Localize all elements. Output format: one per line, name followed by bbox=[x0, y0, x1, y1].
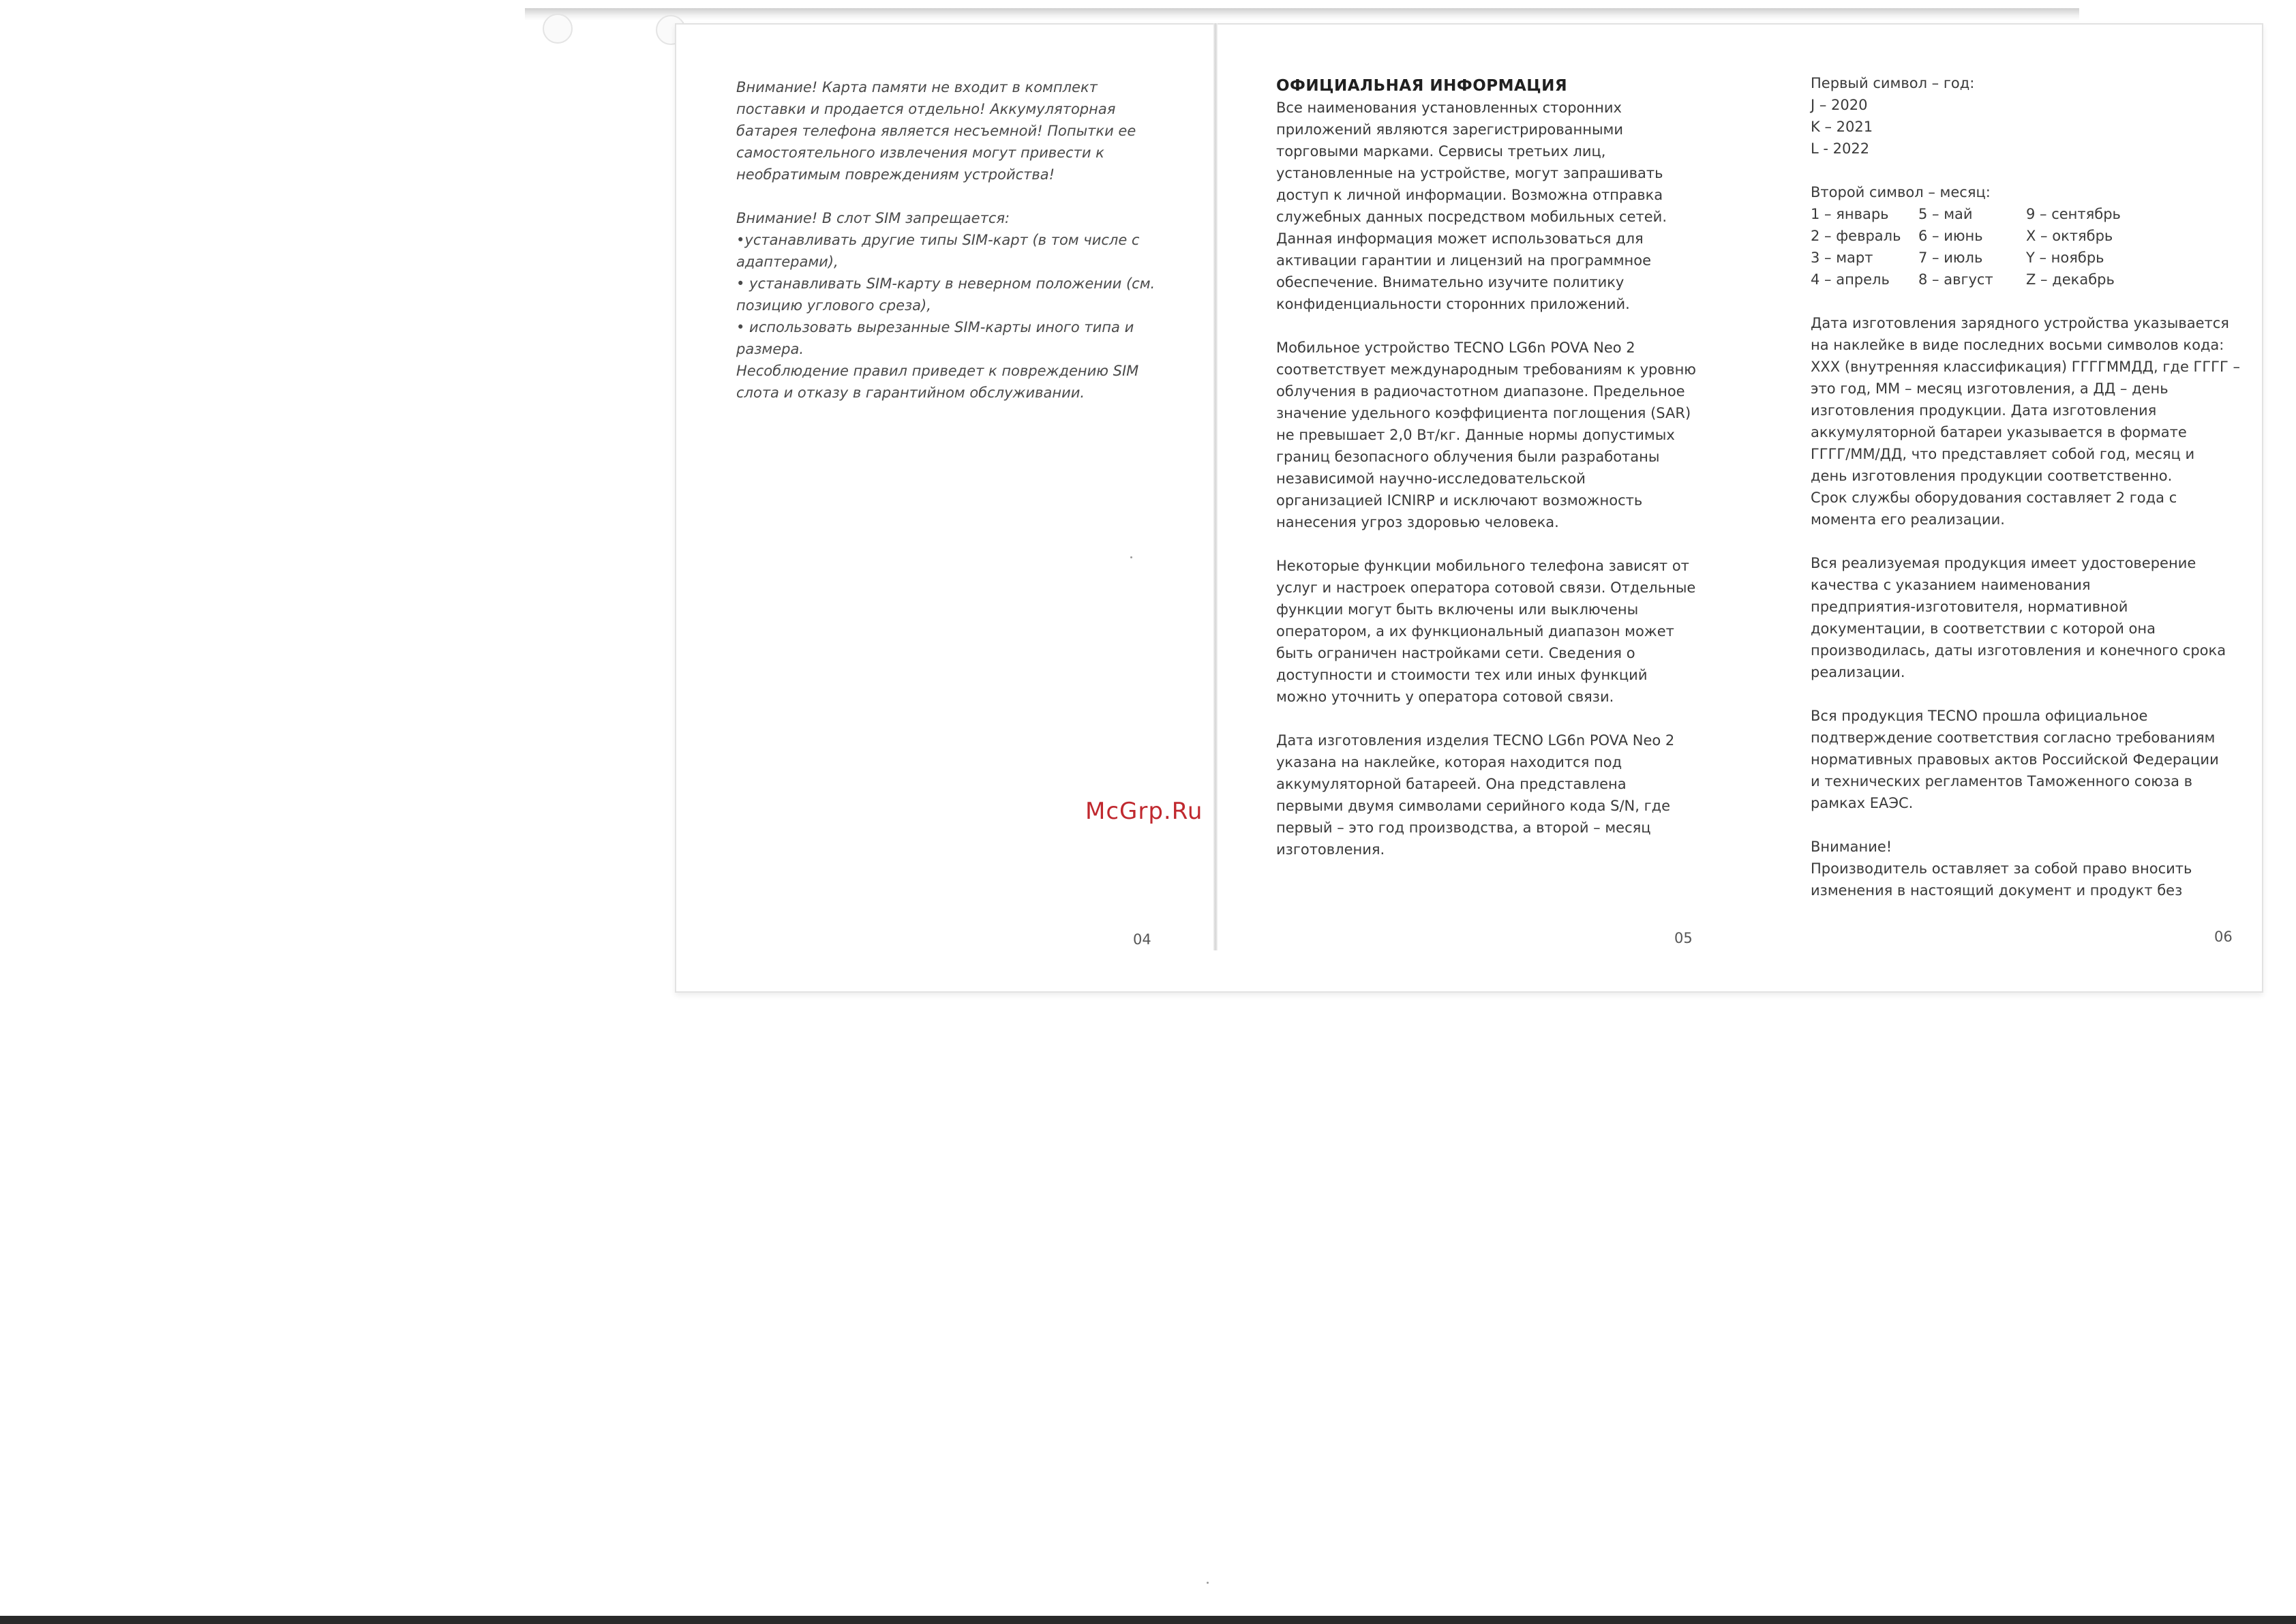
text-line: документации, в соответствии с которой она bbox=[1811, 620, 2156, 637]
scan-bottom-edge bbox=[0, 1616, 2296, 1624]
warning-line: батарея телефона является несъемной! Попытки ее bbox=[736, 123, 1136, 139]
text-line: предприятия-изготовителя, нормативной bbox=[1811, 599, 2128, 615]
text-line: нанесения угроз здоровью человека. bbox=[1276, 514, 1559, 530]
month-code-table bbox=[1811, 203, 2247, 290]
year-title: Первый символ – год: bbox=[1811, 75, 1975, 91]
text-line: это год, ММ – месяц изготовления, а ДД – день bbox=[1811, 380, 2169, 397]
month-code: Y – ноябрь bbox=[2026, 250, 2104, 266]
text-line: функции могут быть включены или выключены bbox=[1276, 601, 1639, 618]
punch-hole bbox=[543, 14, 573, 44]
text-line: качества с указанием наименования bbox=[1811, 577, 2091, 593]
text-line: нормативных правовых актов Российской Федерации bbox=[1811, 751, 2219, 768]
sim-warning-line: размера. bbox=[736, 341, 804, 357]
text-line: аккумуляторной батареей. Она представлена bbox=[1276, 776, 1627, 792]
text-line: рамках ЕАЭС. bbox=[1811, 795, 1914, 811]
month-code: 6 – июнь bbox=[1918, 228, 1983, 244]
text-line: реализации. bbox=[1811, 664, 1905, 680]
text-line: указана на наклейке, которая находится под bbox=[1276, 754, 1622, 770]
text-line: Дата изготовления зарядного устройства указывается bbox=[1811, 315, 2229, 331]
sim-warning-line: Внимание! В слот SIM запрещается: bbox=[736, 210, 1010, 226]
month-code: 3 – март bbox=[1811, 250, 1873, 266]
text-line: обеспечение. Внимательно изучите политику bbox=[1276, 274, 1625, 290]
text-line: быть ограничен настройками сети. Сведения о bbox=[1276, 645, 1635, 661]
text-line: и технических регламентов Таможенного союза в bbox=[1811, 773, 2193, 790]
text-line: облучения в радиочастотном диапазоне. Предельное bbox=[1276, 383, 1685, 400]
text-line: соответствует международным требованиям к уровню bbox=[1276, 361, 1696, 378]
text-line: конфиденциальности сторонних приложений. bbox=[1276, 296, 1630, 312]
text-line: независимой научно-исследовательской bbox=[1276, 470, 1586, 487]
month-code: 9 – сентябрь bbox=[2026, 206, 2121, 222]
page-title: ОФИЦИАЛЬНАЯ ИНФОРМАЦИЯ bbox=[1276, 77, 1568, 95]
text-line: установленные на устройстве, могут запрашивать bbox=[1276, 165, 1663, 181]
text-line: Вся продукция TECNO прошла официальное bbox=[1811, 708, 2148, 724]
scan-shadow bbox=[525, 8, 2079, 20]
text-line: Данная информация может использоваться для bbox=[1276, 230, 1644, 247]
text-line: Производитель оставляет за собой право вносить bbox=[1811, 860, 2192, 877]
month-code: Z – декабрь bbox=[2026, 271, 2115, 288]
sim-warning-line: Несоблюдение правил приведет к повреждению SIM bbox=[736, 363, 1139, 379]
text-line: изготовления. bbox=[1276, 841, 1385, 858]
text-line: границ безопасного облучения были разработаны bbox=[1276, 449, 1660, 465]
warning-line: самостоятельного извлечения могут привести к bbox=[736, 145, 1104, 161]
text-line: Все наименования установленных сторонних bbox=[1276, 100, 1622, 116]
warning-line: Внимание! Карта памяти не входит в комплект bbox=[736, 79, 1098, 95]
text-line: Вся реализуемая продукция имеет удостоверение bbox=[1811, 555, 2196, 571]
year-code: J – 2020 bbox=[1811, 97, 1868, 113]
page-fold bbox=[1213, 23, 1218, 950]
watermark: McGrp.Ru bbox=[1085, 798, 1203, 825]
text-line: организацией ICNIRP и исключают возможность bbox=[1276, 492, 1643, 509]
page-number-06: 06 bbox=[2214, 929, 2233, 945]
month-code: 8 – август bbox=[1918, 271, 1993, 288]
scan-speck bbox=[1130, 556, 1132, 558]
month-code: 5 – май bbox=[1918, 206, 1973, 222]
sim-warning-line: слота и отказу в гарантийном обслуживании. bbox=[736, 385, 1085, 401]
month-code: 4 – апрель bbox=[1811, 271, 1890, 288]
sim-warning-line: позицию углового среза), bbox=[736, 297, 931, 314]
page-number-04: 04 bbox=[1133, 931, 1151, 948]
text-line: значение удельного коэффициента поглощения (SAR) bbox=[1276, 405, 1691, 421]
text-line: Внимание! bbox=[1811, 839, 1892, 855]
text-line: первыми двумя символами серийного кода S/N, где bbox=[1276, 798, 1671, 814]
text-line: Срок службы оборудования составляет 2 года с bbox=[1811, 490, 2177, 506]
sim-warning-line: • устанавливать SIM-карту в неверном положении (см. bbox=[736, 275, 1155, 292]
text-line: производилась, даты изготовления и конечного срока bbox=[1811, 642, 2226, 659]
text-line: на наклейке в виде последних восьми символов кода: bbox=[1811, 337, 2224, 353]
text-line: момента его реализации. bbox=[1811, 511, 2005, 528]
text-line: подтверждение соответствия согласно требованиям bbox=[1811, 730, 2216, 746]
sim-warning-line: • использовать вырезанные SIM-карты иного типа и bbox=[736, 319, 1134, 335]
month-code: X – октябрь bbox=[2026, 228, 2113, 244]
page-number-05: 05 bbox=[1674, 930, 1693, 946]
text-line: приложений являются зарегистрированными bbox=[1276, 121, 1624, 138]
text-line: изготовления продукции. Дата изготовления bbox=[1811, 402, 2157, 419]
text-line: торговыми марками. Сервисы третьих лиц, bbox=[1276, 143, 1606, 160]
year-code: K – 2021 bbox=[1811, 119, 1873, 135]
text-line: доступности и стоимости тех или иных функций bbox=[1276, 667, 1648, 683]
text-line: активации гарантии и лицензий на программное bbox=[1276, 252, 1652, 269]
text-line: первый – это год производства, а второй – месяц bbox=[1276, 819, 1651, 836]
text-line: XXX (внутренняя классификация) ГГГГММДД, где ГГГГ – bbox=[1811, 359, 2240, 375]
sim-warning-line: •устанавливать другие типы SIM-карт (в том числе с bbox=[736, 232, 1140, 248]
month-code: 2 – февраль bbox=[1811, 228, 1901, 244]
month-code: 1 – январь bbox=[1811, 206, 1889, 222]
sim-warning-line: адаптерами), bbox=[736, 254, 839, 270]
page-05-text bbox=[1276, 75, 1712, 860]
text-line: служебных данных посредством мобильных сетей. bbox=[1276, 209, 1667, 225]
text-line: Некоторые функции мобильного телефона зависят от bbox=[1276, 558, 1689, 574]
year-code: L - 2022 bbox=[1811, 140, 1870, 157]
text-line: аккумуляторной батареи указывается в формате bbox=[1811, 424, 2187, 440]
text-line: услуг и настроек оператора сотовой связи. Отдельные bbox=[1276, 580, 1696, 596]
month-code: 7 – июль bbox=[1918, 250, 1983, 266]
warning-line: необратимым повреждениям устройства! bbox=[736, 166, 1055, 183]
text-line: можно уточнить у оператора сотовой связи. bbox=[1276, 689, 1614, 705]
text-line: Мобильное устройство TECNO LG6n POVA Neo 2 bbox=[1276, 340, 1635, 356]
text-line: Дата изготовления изделия TECNO LG6n POVA Neo 2 bbox=[1276, 732, 1675, 749]
text-line: ГГГГ/ММ/ДД, что представляет собой год, месяц и bbox=[1811, 446, 2195, 462]
month-title: Второй символ – месяц: bbox=[1811, 184, 1991, 200]
warning-line: поставки и продается отдельно! Аккумуляторная bbox=[736, 101, 1116, 117]
scan-speck bbox=[1207, 1582, 1209, 1584]
text-line: день изготовления продукции соответственно. bbox=[1811, 468, 2173, 484]
page-06-text bbox=[1811, 72, 2247, 901]
text-line: оператором, а их функциональный диапазон может bbox=[1276, 623, 1674, 640]
page-04-text bbox=[736, 76, 1186, 404]
text-line: изменения в настоящий документ и продукт без bbox=[1811, 882, 2183, 899]
text-line: доступ к личной информации. Возможна отправка bbox=[1276, 187, 1663, 203]
text-line: не превышает 2,0 Вт/кг. Данные нормы допустимых bbox=[1276, 427, 1675, 443]
